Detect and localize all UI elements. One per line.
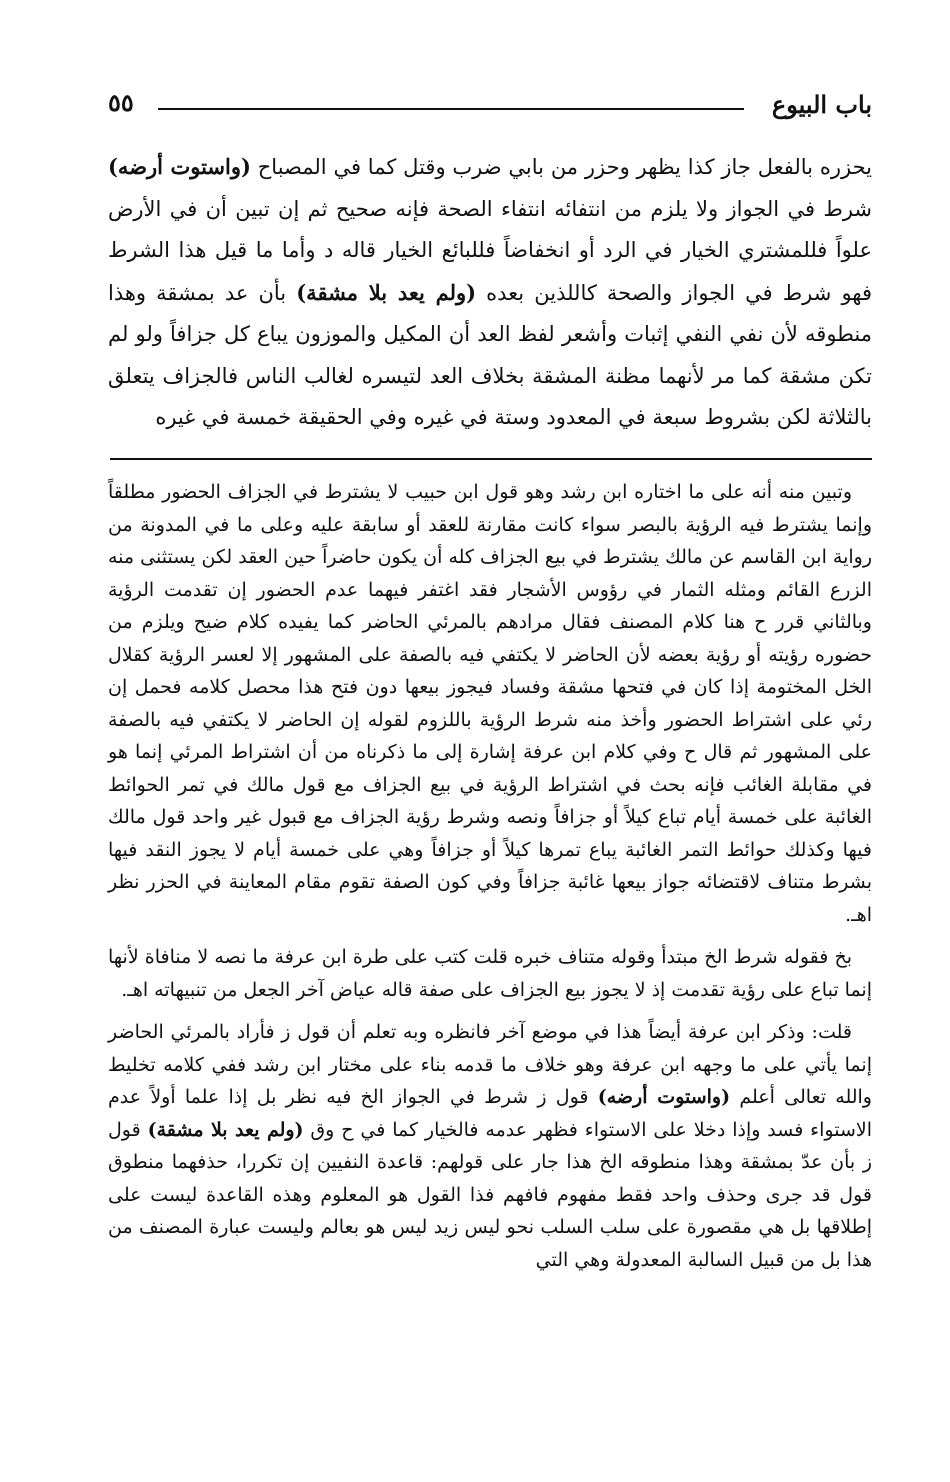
- commentary-segment: قول ز شرط في الجواز الخ فيه نظر بل إذا علما أولاً عدم الاستواء فسد وإذا دخلا على الاستواء فظهر عدمه فالخيار كما في ح وق: [108, 1086, 872, 1141]
- commentary-block: [108, 476, 872, 1286]
- main-text-segment: شرط في الجواز ولا يلزم من انتفائه انتفاء الصحة فإنه صحيح ثم إن تبين أن في الأرض علواً فللمشتري الخيار في الرد أو انخفاضاً فللبائع الخيار قاله د وأما ما قيل هذا الشرط فهو شرط في الجواز والصحة كاللذين بعده: [108, 196, 873, 305]
- commentary-paragraph: وتبين منه أنه على ما اختاره ابن رشد وهو قول ابن حبيب لا يشترط في الجزاف الحضور مطلقاً وإنما يشترط فيه الرؤية بالبصر سواء كانت مقارنة للعقد أو سابقة عليه وعلى ما في المدونة من رواية ابن القاسم عن مالك يشترط في بيع الجزاف كله أن يكون حاضراً حين العقد لكن يستثنى منه الزرع القائم ومثله الثمار في رؤوس الأشجار فقد اغتفر فيهما عدم الحضور إن تقدمت الرؤية وبالثاني قرر ح هنا كلام المصنف فقال مرادهم بالمرئي الحاضر كما يفيده كلام ضيح ويلزم من حضوره رؤيته أو رؤية بعضه لأن الحاضر لا يكتفي فيه بالصفة على المشهور إلا لعسر الرؤية كقلال الخل المختومة إذا كان في فتحها مشقة وفساد فيجوز بيعها دون فتح هذا محصل كلامه فحمل إن رئي على اشتراط الحضور وأخذ منه شرط الرؤية باللزوم لقوله إن الحاضر لا يكتفي فيه بالصفة على المشهور ثم قال ح وفي كلام ابن عرفة إشارة إلى ما ذكرناه من أن اشتراط المرئي إنما هو في مقابلة الغائب فإنه بحث في اشتراط الرؤية في بيع الجزاف مع قول مالك في تمر الحوائط الغائبة على خمسة أيام تباع كيلاً أو جزافاً ونصه وشرط رؤية الجزاف مع قبول غير واحد قول مالك فيها وكذلك حوائط التمر الغائبة يباع تمرها كيلاً أو جزافاً وهي على خمسة أيام لا يجوز النقد فيها بشرط متناف لاقتضائه جواز بيعها غائبة جزافاً وفي كون الصفة تقوم مقام المعاينة في الحزر نظر اهـ.: [108, 481, 872, 926]
- chapter-title: باب البيوع: [771, 90, 872, 119]
- header-rule: [158, 108, 744, 110]
- page-number: ٥٥: [108, 88, 134, 117]
- bold-quote: (ولم يعد بلا مشقة): [296, 279, 477, 305]
- bold-quote: (واستوت أرضه): [597, 1086, 731, 1108]
- commentary-paragraph: بخ فقوله شرط الخ مبتدأ وقوله متناف خبره قلت كتب على طرة ابن عرفة ما نصه لا منافاة لأنها إنما تباع على رؤية تقدمت إذ لا يجوز بيع الجزاف على صفة قاله عياض آخر الجعل من تنبيهاته اهـ.: [108, 946, 872, 1001]
- commentary-paragraph: [108, 1016, 872, 1276]
- commentary-segment: قول ز بأن عدّ بمشقة وهذا منطوقه الخ هذا جار على قولهم: قاعدة النفيين إن تكررا، حذفهما منطوق قول قد جرى وحذف واحد فقط مفهوم فافهم فذا القول هو المعلوم وهذه القاعدة ليست على إطلاقها بل هي مقصورة على سلب السلب نحو ليس زيد ليس هو بعالم وليست عبارة المصنف من هذا بل من قبيل السالبة المعدولة وهي التي: [108, 1118, 872, 1271]
- main-text-segment: يحزره بالفعل جاز كذا يظهر وحزر من بابي ضرب وقتل كما في المصباح: [250, 155, 872, 179]
- main-text-segment: بأن عد بمشقة وهذا منطوقه لأن نفي النفي إثبات وأشعر لفظ العد أن المكيل والموزون يباع كل جزافاً ولو لم تكن مشقة كما مر لأنهما مظنة المشقة بخلاف العد لتيسره لغالب الناس فالجزاف يتعلق بالثلاثة لكن بشروط سبعة في المعدود وستة في غيره وفي الحقيقة خمسة في غيره: [108, 280, 872, 429]
- bold-quote: (ولم يعد بلا مشقة): [147, 1118, 304, 1141]
- main-text-block: [108, 146, 872, 439]
- commentary-segment: قلت: وذكر ابن عرفة أيضاً هذا في موضع آخر فانظره وبه تعلم أن قول ز فأراد بالمرئي الحاضر إنما يأتي على ما وجهه ابن عرفة وهو خلاف ما قدمه بناء على مختار ابن رشد ففي كلامه تخليط والله تعالى أعلم: [108, 1021, 872, 1108]
- bold-quote: (واستوت أرضه): [108, 154, 251, 179]
- footnote-separator: [110, 458, 872, 460]
- page-header: [108, 88, 872, 128]
